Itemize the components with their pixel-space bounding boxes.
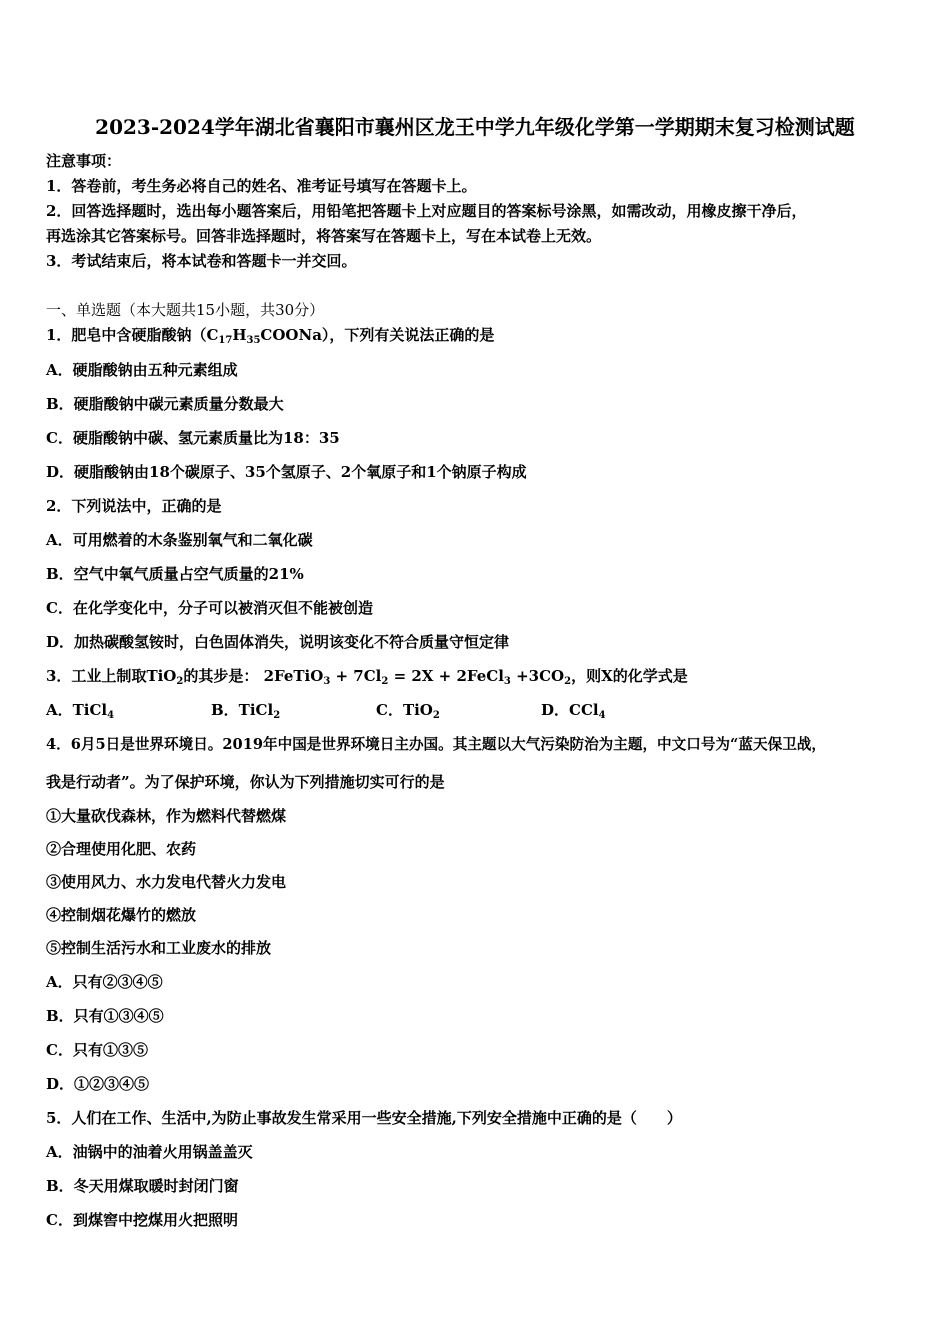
- subscript: 2: [176, 676, 184, 687]
- q3-option-b[interactable]: [211, 700, 280, 720]
- subscript: 2: [564, 676, 572, 687]
- q4-option-a[interactable]: A．只有②③④⑤: [46, 973, 163, 991]
- subscript: 2: [381, 676, 389, 687]
- q3-stem-part: 的其步是： 2FeTiO: [183, 667, 324, 685]
- q4-measure-3: ③使用风力、水力发电代替火力发电: [46, 873, 287, 891]
- q1-option-d[interactable]: D．硬脂酸钠由18个碳原子、35个氢原子、2个氧原子和1个钠原子构成: [46, 463, 527, 481]
- q3-stem-part: ，则X的化学式是: [571, 667, 688, 685]
- subscript: 2: [273, 710, 281, 721]
- q3-stem-part: = 2X + 2FeCl: [388, 667, 504, 685]
- q4-measure-1: ①大量砍伐森林，作为燃料代替燃煤: [46, 807, 287, 825]
- q2-option-c[interactable]: C．在化学变化中，分子可以被消灭但不能被创造: [46, 599, 373, 617]
- subscript: 3: [323, 676, 331, 687]
- q1-stem-part: 1．肥皂中含硬脂酸钠（C: [46, 326, 219, 344]
- q2-option-a[interactable]: A．可用燃着的木条鉴别氧气和二氧化碳: [46, 531, 313, 549]
- notice-heading: 注意事项：: [46, 152, 122, 170]
- subscript: 4: [598, 710, 606, 721]
- q1-option-a[interactable]: A．硬脂酸钠由五种元素组成: [46, 361, 238, 379]
- q5-option-a[interactable]: A．油锅中的油着火用锅盖盖灭: [46, 1143, 253, 1161]
- q4-measure-2: ②合理使用化肥、农药: [46, 840, 197, 858]
- q1-stem-part: COONa），下列有关说法正确的是: [260, 326, 495, 344]
- notice-item: 再选涂其它答案标号。回答非选择题时，将答案写在答题卡上，写在本试卷上无效。: [46, 227, 602, 245]
- question-5-stem: 5．人们在工作、生活中,为防止事故发生常采用一些安全措施,下列安全措施中正确的是（ ）: [46, 1109, 682, 1127]
- q3-option-a[interactable]: [46, 700, 114, 720]
- q1-option-b[interactable]: B．硬脂酸钠中碳元素质量分数最大: [46, 395, 284, 413]
- q3-option-a-text: A．TiCl: [46, 701, 108, 719]
- q3-stem-part: +3CO: [510, 667, 565, 685]
- subscript: 2: [432, 710, 440, 721]
- exam-title: 2023-2024学年湖北省襄阳市襄州区龙王中学九年级化学第一学期期末复习检测试题: [95, 115, 855, 139]
- notice-item: 3．考试结束后，将本试卷和答题卡一并交回。: [46, 252, 357, 270]
- q5-option-b[interactable]: B．冬天用煤取暖时封闭门窗: [46, 1177, 239, 1195]
- subscript: 3: [503, 676, 511, 687]
- q3-option-c-text: C．TiO: [376, 701, 433, 719]
- q3-option-b-text: B．TiCl: [211, 701, 274, 719]
- q2-option-d[interactable]: D．加热碳酸氢铵时，白色固体消失，说明该变化不符合质量守恒定律: [46, 633, 510, 651]
- q4-option-c[interactable]: C．只有①③⑤: [46, 1041, 148, 1059]
- q4-option-d[interactable]: D．①②③④⑤: [46, 1075, 150, 1093]
- question-4-stem-line2: 我是行动者”。为了保护环境，你认为下列措施切实可行的是: [46, 773, 445, 791]
- notice-item: 1．答卷前，考生务必将自己的姓名、准考证号填写在答题卡上。: [46, 177, 477, 195]
- q1-option-c[interactable]: C．硬脂酸钠中碳、氢元素质量比为18：35: [46, 429, 340, 447]
- q3-option-c[interactable]: [376, 700, 440, 720]
- q2-option-b[interactable]: B．空气中氧气质量占空气质量的21%: [46, 565, 304, 583]
- q3-stem-part: + 7Cl: [330, 667, 382, 685]
- q4-option-b[interactable]: B．只有①③④⑤: [46, 1007, 164, 1025]
- question-1-stem: [46, 325, 494, 345]
- question-3-stem: [46, 666, 688, 686]
- q5-option-c[interactable]: C．到煤窖中挖煤用火把照明: [46, 1211, 238, 1229]
- section-heading: 一、单选题（本大题共15小题，共30分）: [46, 301, 325, 319]
- subscript: 35: [246, 335, 261, 346]
- subscript: 17: [218, 335, 233, 346]
- question-2-stem: 2．下列说法中，正确的是: [46, 497, 222, 515]
- q4-measure-4: ④控制烟花爆竹的燃放: [46, 906, 197, 924]
- q3-option-d[interactable]: [541, 700, 606, 720]
- question-4-stem-line1: 4．6月5日是世界环境日。2019年中国是世界环境日主办国。其主题以大气污染防治为主题，中文口号为“蓝天保卫战，: [46, 736, 826, 753]
- subscript: 4: [107, 710, 115, 721]
- q3-option-d-text: D．CCl: [541, 701, 599, 719]
- q1-stem-part: H: [232, 326, 247, 344]
- q3-options-row: [46, 700, 906, 720]
- notice-item: 2．回答选择题时，选出每小题答案后，用铅笔把答题卡上对应题目的答案标号涂黑，如需改动，用橡皮擦干净后，: [46, 202, 807, 220]
- q4-measure-5: ⑤控制生活污水和工业废水的排放: [46, 939, 272, 957]
- q3-stem-part: 3．工业上制取TiO: [46, 667, 177, 685]
